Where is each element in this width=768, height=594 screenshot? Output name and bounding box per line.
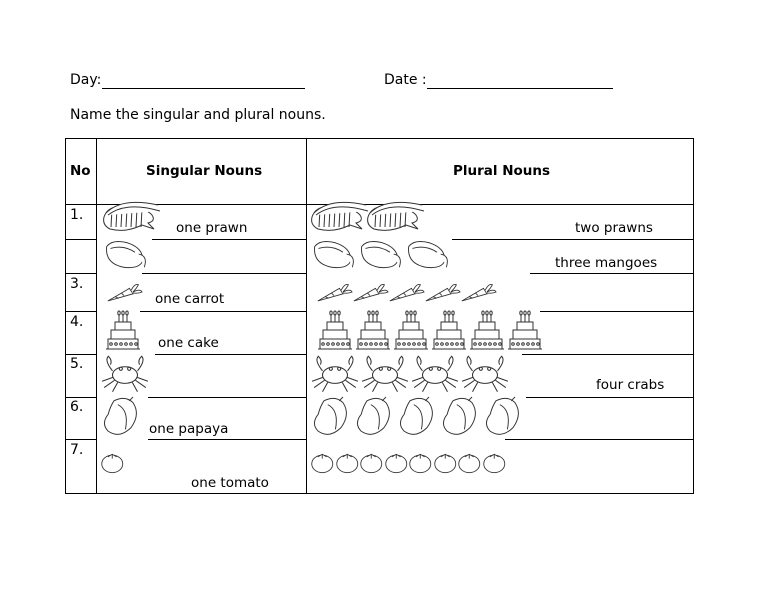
tomato-picture	[100, 449, 125, 477]
carrot-picture	[352, 279, 388, 305]
carrot-picture	[106, 279, 142, 305]
header-plural: Plural Nouns	[453, 163, 551, 179]
cake-picture	[316, 311, 354, 351]
row-number: 4.	[70, 314, 84, 330]
plural-answer-line	[530, 273, 694, 274]
papaya-picture	[398, 397, 441, 437]
row-number: 3.	[70, 276, 84, 292]
prawn-picture	[102, 203, 162, 236]
singular-answer-line	[140, 311, 306, 312]
row-separator	[65, 397, 96, 398]
plural-answer-line	[522, 354, 694, 355]
crab-picture	[410, 354, 460, 394]
cake-picture	[354, 311, 392, 351]
carrot-picture	[460, 279, 496, 305]
plural-answer-line	[452, 239, 694, 240]
singular-answer-line	[142, 273, 306, 274]
row-separator	[65, 239, 96, 240]
crab-picture	[310, 354, 360, 394]
crab-picture	[360, 354, 410, 394]
cake-picture	[468, 311, 506, 351]
day-blank[interactable]	[102, 74, 305, 89]
papaya-picture	[355, 397, 398, 437]
singular-answer: one prawn	[176, 220, 248, 236]
crab-picture	[100, 354, 150, 394]
plural-answer: two prawns	[575, 220, 653, 236]
tomato-picture	[433, 449, 458, 477]
carrot-picture	[424, 279, 460, 305]
tomato-picture	[482, 449, 507, 477]
singular-answer: one papaya	[149, 421, 229, 437]
tomato-picture	[359, 449, 384, 477]
row-separator	[65, 354, 96, 355]
cake-picture	[392, 311, 430, 351]
singular-answer: one tomato	[191, 475, 269, 491]
prawn-picture	[366, 203, 426, 236]
cake-picture	[430, 311, 468, 351]
column-divider-no	[96, 139, 97, 493]
row-number: 7.	[70, 442, 84, 458]
column-divider-plural	[306, 139, 307, 493]
row-number: 6.	[70, 399, 84, 415]
tomato-picture	[335, 449, 360, 477]
singular-answer-line	[148, 439, 306, 440]
header-no: No	[70, 163, 91, 179]
row-separator	[65, 439, 96, 440]
papaya-picture	[441, 397, 484, 437]
carrot-picture	[316, 279, 352, 305]
day-label: Day:	[70, 72, 102, 88]
mango-picture	[404, 239, 451, 271]
papaya-picture	[102, 397, 145, 437]
cake-picture	[506, 311, 544, 351]
papaya-picture	[312, 397, 355, 437]
cake-picture	[104, 311, 142, 351]
mango-picture	[310, 239, 357, 271]
tomato-picture	[310, 449, 335, 477]
header-singular: Singular Nouns	[146, 163, 263, 179]
prawn-picture	[310, 203, 370, 236]
singular-answer: one carrot	[155, 291, 225, 307]
row-number: 5.	[70, 356, 84, 372]
tomato-picture	[384, 449, 409, 477]
singular-answer-line	[152, 239, 306, 240]
papaya-picture	[484, 397, 527, 437]
plural-answer: three mangoes	[555, 255, 658, 271]
row-number: 1.	[70, 207, 84, 223]
singular-answer-line	[148, 397, 306, 398]
date-label: Date :	[384, 72, 427, 88]
plural-answer-line	[505, 439, 694, 440]
carrot-picture	[388, 279, 424, 305]
plural-answer-line	[526, 397, 694, 398]
mango-picture	[102, 239, 149, 271]
crab-picture	[460, 354, 510, 394]
plural-answer-line	[540, 311, 694, 312]
instruction-text: Name the singular and plural nouns.	[70, 107, 326, 123]
singular-answer-line	[155, 354, 306, 355]
plural-answer-line	[423, 204, 694, 205]
row-separator	[65, 311, 96, 312]
tomato-picture	[408, 449, 433, 477]
singular-answer-line	[155, 204, 306, 205]
singular-answer: one cake	[158, 335, 219, 351]
mango-picture	[357, 239, 404, 271]
tomato-picture	[457, 449, 482, 477]
date-blank[interactable]	[427, 74, 613, 89]
row-separator	[65, 273, 96, 274]
plural-answer: four crabs	[596, 377, 665, 393]
